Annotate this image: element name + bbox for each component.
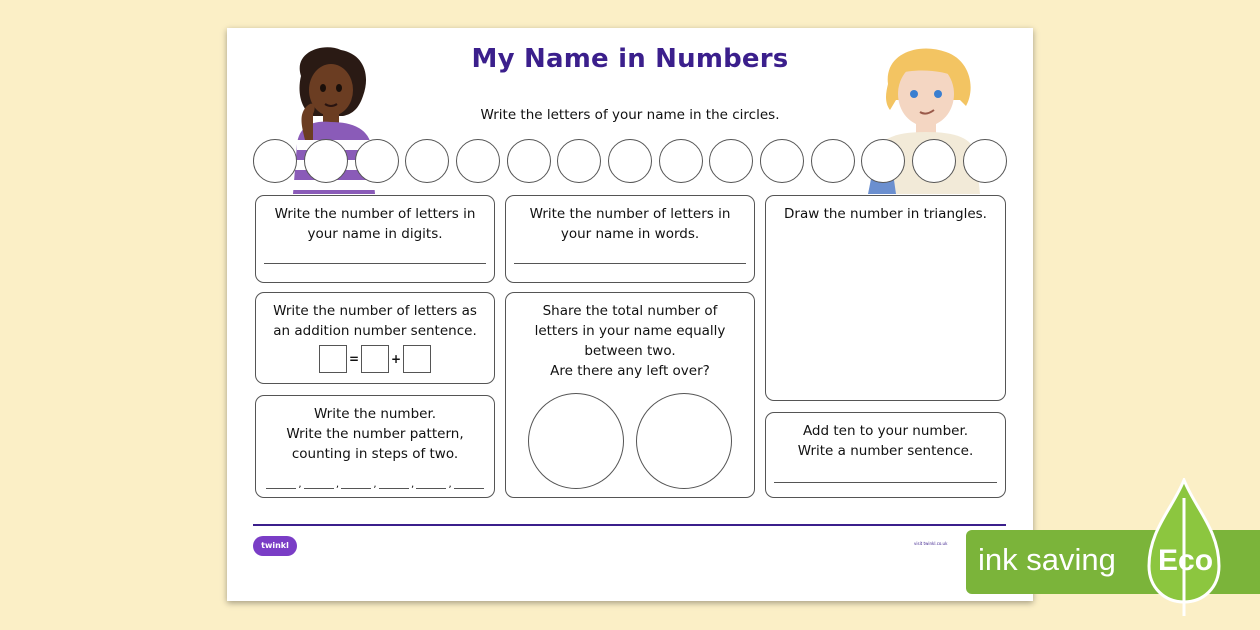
letter-circle[interactable]: [608, 139, 652, 183]
add-ten-answer-line[interactable]: [774, 482, 997, 483]
share-box: [505, 292, 755, 498]
pattern-comma: ,: [448, 479, 452, 490]
add-ten-line2: Write a number sentence.: [797, 443, 974, 459]
letter-circle[interactable]: [355, 139, 399, 183]
addition-box: [255, 292, 495, 384]
share-circle-right[interactable]: [636, 393, 732, 489]
letter-circle[interactable]: [760, 139, 804, 183]
letter-circle[interactable]: [253, 139, 297, 183]
triangles-prompt: Draw the number in triangles.: [784, 206, 987, 222]
letter-circle[interactable]: [659, 139, 703, 183]
digits-answer-line[interactable]: [264, 263, 486, 264]
add-ten-box: [765, 412, 1006, 498]
words-box: [505, 195, 755, 283]
pattern-comma: ,: [335, 479, 340, 490]
letter-circle[interactable]: [304, 139, 348, 183]
pattern-prompt: [256, 404, 494, 464]
pattern-box: [255, 395, 495, 498]
letter-circle[interactable]: [709, 139, 753, 183]
pattern-comma: ,: [298, 479, 302, 490]
pattern-prompt-line2: Write the number pattern, counting in steps of two.: [286, 426, 464, 462]
pattern-blank[interactable]: [454, 488, 484, 489]
share-prompt-line2: Are there any left over?: [550, 363, 710, 379]
twinkl-logo: twinkl: [253, 536, 297, 556]
words-prompt: Write the number of letters in your name in words.: [529, 206, 731, 242]
addition-equation: [256, 345, 494, 373]
letter-circle[interactable]: [963, 139, 1007, 183]
ink-saving-label: ink saving: [978, 542, 1116, 577]
pattern-blank[interactable]: [341, 488, 371, 489]
letter-circle[interactable]: [912, 139, 956, 183]
pattern-prompt-line1: Write the number.: [313, 406, 437, 422]
pattern-comma: ,: [410, 479, 415, 490]
footer-divider: [253, 524, 1006, 526]
plus-sign: +: [391, 352, 402, 366]
share-circle-left[interactable]: [528, 393, 624, 489]
pattern-answer-blanks: [264, 481, 486, 489]
letter-circle[interactable]: [456, 139, 500, 183]
equals-sign: =: [348, 352, 359, 366]
letter-circle[interactable]: [507, 139, 551, 183]
pattern-blank[interactable]: [416, 488, 446, 489]
pattern-blank[interactable]: [304, 488, 334, 489]
pattern-blank[interactable]: [379, 488, 409, 489]
letter-circle[interactable]: [405, 139, 449, 183]
footer-link[interactable]: visit twinkl.co.uk: [914, 541, 948, 546]
addition-prompt: Write the number of letters as an addition number sentence.: [273, 303, 477, 339]
equation-box[interactable]: [403, 345, 431, 373]
pattern-comma: ,: [373, 479, 377, 490]
instruction-text: Write the letters of your name in the circles.: [480, 107, 780, 123]
letter-circle[interactable]: [557, 139, 601, 183]
equation-box[interactable]: [361, 345, 389, 373]
letter-circles: [253, 139, 1013, 185]
add-ten-line1: Add ten to your number.: [802, 423, 969, 439]
share-prompt: [506, 301, 754, 381]
eco-label: Eco: [1158, 544, 1214, 577]
share-prompt-line1: Share the total number of letters in your name equally between two.: [534, 303, 726, 359]
digits-box: [255, 195, 495, 283]
digits-prompt: Write the number of letters in your name in digits.: [274, 206, 476, 242]
letter-circle[interactable]: [811, 139, 855, 183]
letter-circle[interactable]: [861, 139, 905, 183]
pattern-blank[interactable]: [266, 488, 296, 489]
add-ten-prompt: [766, 421, 1005, 461]
equation-box[interactable]: [319, 345, 347, 373]
words-answer-line[interactable]: [514, 263, 746, 264]
worksheet-title: My Name in Numbers: [471, 44, 789, 74]
triangles-box[interactable]: [765, 195, 1006, 401]
